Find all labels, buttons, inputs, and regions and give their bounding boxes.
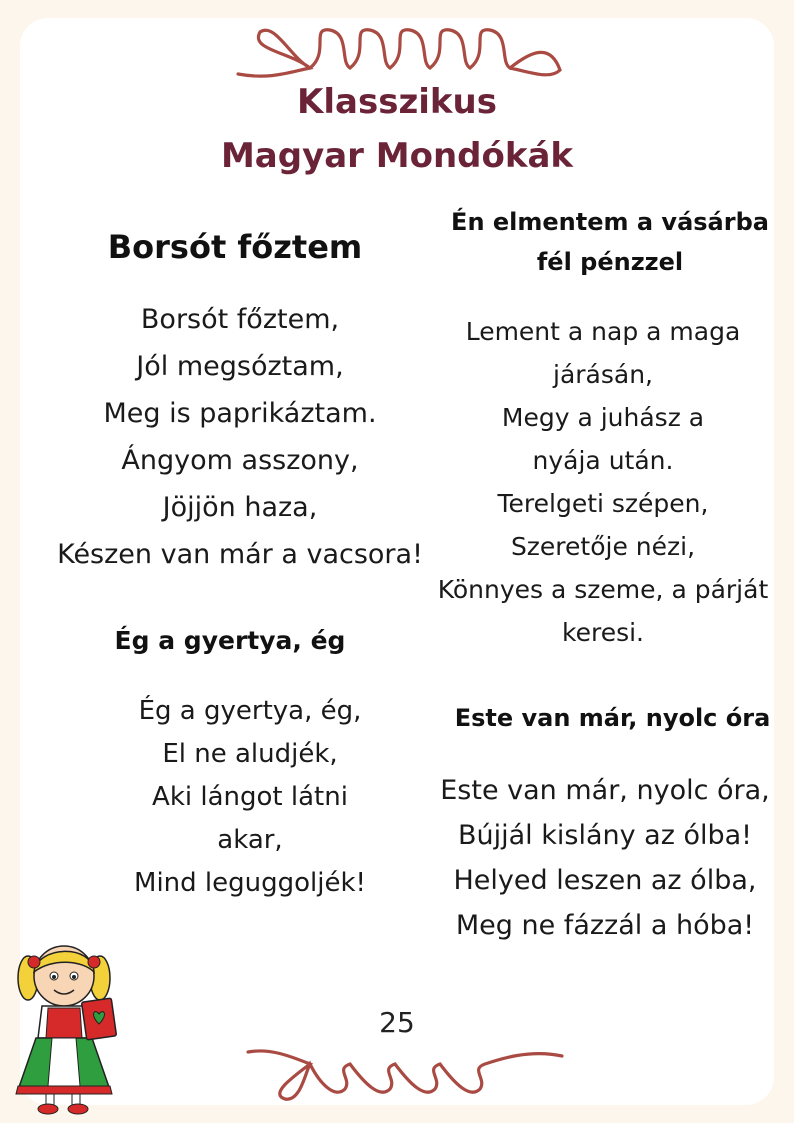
verse-line: Ég a gyertya, ég, bbox=[138, 696, 362, 726]
verse-line: Szeretője nézi, bbox=[510, 532, 696, 561]
verse-line: Jöjjön haza, bbox=[162, 492, 318, 523]
verse-line: Jól megsóztam, bbox=[136, 351, 344, 382]
poem-title-este: Este van már, nyolc óra bbox=[454, 704, 771, 732]
verse-line: Lement a nap a maga bbox=[465, 317, 741, 346]
verse-line: nyája után. bbox=[532, 446, 674, 475]
verse-line: Meg ne fázzál a hóba! bbox=[455, 910, 755, 941]
verse-line: Könnyes a szeme, a párját bbox=[437, 575, 769, 604]
verse-line: akar, bbox=[217, 825, 283, 855]
verse-line: járásán, bbox=[553, 360, 653, 389]
poem-verse-gyertya bbox=[90, 690, 410, 905]
verse-line: Este van már, nyolc óra, bbox=[440, 775, 770, 806]
verse-line: Készen van már a vacsora! bbox=[57, 539, 423, 570]
verse-line: Mind leguggoljék! bbox=[134, 868, 366, 898]
verse-line: keresi. bbox=[562, 618, 644, 647]
poem-verse-borso bbox=[30, 296, 450, 578]
poem-title-gyertya: Ég a gyertya, ég bbox=[114, 626, 346, 655]
poem-title-vasar-line2: fél pénzzel bbox=[536, 248, 684, 276]
main-title-line1: Klasszikus bbox=[297, 82, 497, 122]
verse-line: El ne aludjék, bbox=[162, 739, 338, 769]
verse-line: Megy a juhász a bbox=[501, 403, 705, 432]
page-number: 25 bbox=[379, 1006, 415, 1039]
verse-line: Terelgeti szépen, bbox=[497, 489, 709, 518]
main-title-line2: Magyar Mondókák bbox=[220, 136, 574, 176]
poem-verse-este bbox=[430, 768, 780, 948]
verse-line: Helyed leszen az ólba, bbox=[453, 865, 757, 896]
verse-line: Meg is paprikáztam. bbox=[103, 398, 377, 429]
poem-verse-vasar bbox=[420, 310, 786, 654]
poem-title-vasar-line1: Én elmentem a vásárba bbox=[451, 208, 769, 236]
top-ornament-icon bbox=[230, 22, 570, 82]
verse-line: Bújjál kislány az ólba! bbox=[457, 820, 753, 851]
girl-with-book-illustration bbox=[12, 938, 122, 1116]
verse-line: Ángyom asszony, bbox=[121, 445, 359, 476]
bottom-ornament-icon bbox=[240, 1044, 570, 1104]
poem-title-borso: Borsót főztem bbox=[107, 228, 363, 266]
verse-line: Borsót főztem, bbox=[140, 304, 340, 335]
verse-line: Aki lángot látni bbox=[152, 782, 348, 812]
